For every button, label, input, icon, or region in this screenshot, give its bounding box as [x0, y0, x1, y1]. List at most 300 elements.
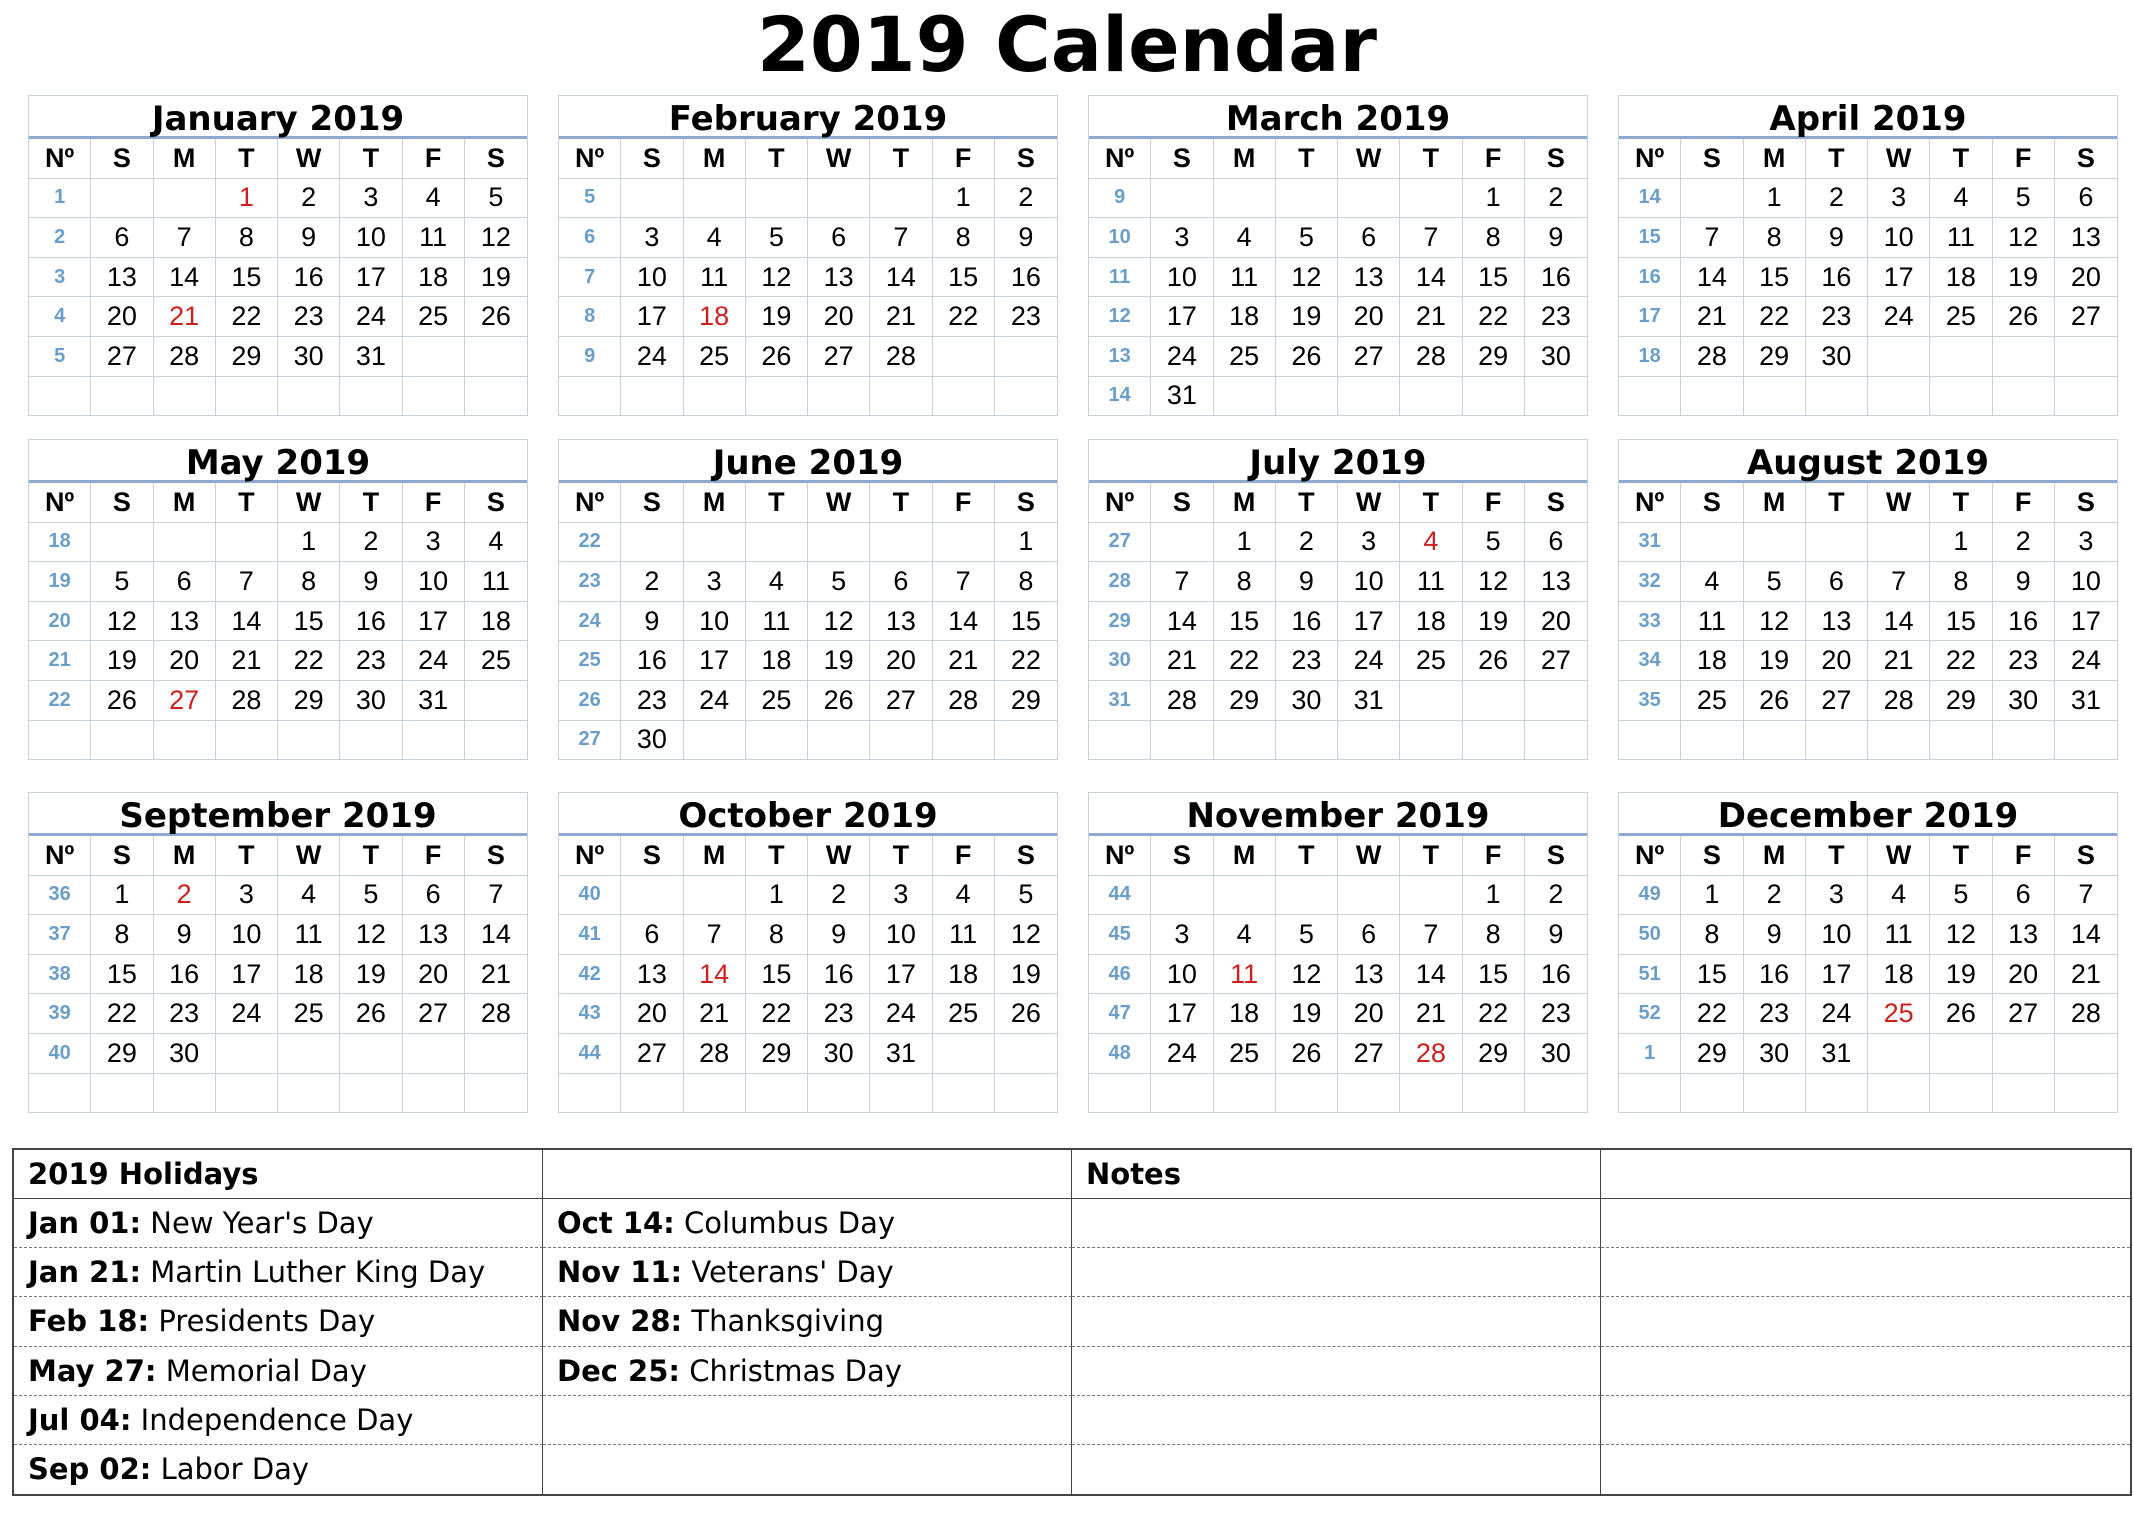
week-number: 8 [559, 297, 621, 337]
day-cell: 14 [1400, 955, 1462, 995]
day-cell: 17 [1868, 258, 1930, 298]
week-number-header: Nº [29, 139, 91, 179]
weekday-header: T [216, 139, 278, 179]
day-cell: 19 [1930, 955, 1992, 995]
day-cell: 30 [340, 681, 402, 721]
weekday-header: W [1338, 836, 1400, 876]
day-cell: 15 [1463, 258, 1525, 298]
day-cell: 13 [403, 915, 465, 955]
empty-day-cell [1681, 721, 1743, 761]
day-cell: 10 [216, 915, 278, 955]
empty-day-cell [465, 337, 527, 377]
day-cell: 23 [278, 297, 340, 337]
day-cell: 5 [1930, 876, 1992, 916]
day-cell: 4 [465, 523, 527, 563]
holiday-name: Presidents Day [149, 1304, 376, 1339]
holiday-day-cell: 25 [1868, 994, 1930, 1034]
empty-day-cell [870, 721, 932, 761]
week-number: 32 [1619, 562, 1681, 602]
week-number [1619, 377, 1681, 417]
day-cell: 8 [1930, 562, 1992, 602]
day-cell: 22 [746, 994, 808, 1034]
month-title: October 2019 [559, 793, 1057, 836]
day-cell: 3 [870, 876, 932, 916]
day-cell: 13 [1338, 955, 1400, 995]
empty-day-cell [1806, 523, 1868, 563]
week-number: 11 [1089, 258, 1151, 298]
empty-day-cell [403, 337, 465, 377]
day-cell: 7 [2055, 876, 2117, 916]
day-cell: 31 [403, 681, 465, 721]
day-cell: 20 [2055, 258, 2117, 298]
day-cell: 3 [684, 562, 746, 602]
holiday-name: Martin Luther King Day [141, 1255, 486, 1290]
weekday-header: W [1868, 836, 1930, 876]
week-number: 44 [1089, 876, 1151, 916]
weekday-header: W [808, 483, 870, 523]
day-cell: 17 [1806, 955, 1868, 995]
week-number-header: Nº [1619, 483, 1681, 523]
day-cell: 5 [91, 562, 153, 602]
day-cell: 2 [340, 523, 402, 563]
month-block [1618, 95, 2118, 416]
empty-day-cell [1338, 179, 1400, 219]
holiday-entry [543, 1297, 1072, 1346]
day-cell: 1 [91, 876, 153, 916]
day-cell: 4 [1214, 218, 1276, 258]
day-cell: 28 [684, 1034, 746, 1074]
day-cell: 23 [995, 297, 1057, 337]
weekday-header: F [1993, 483, 2055, 523]
day-cell: 15 [933, 258, 995, 298]
week-number: 18 [1619, 337, 1681, 377]
week-number: 44 [559, 1034, 621, 1074]
day-cell: 19 [340, 955, 402, 995]
holiday-date: Jan 21: [28, 1255, 142, 1290]
day-cell: 9 [154, 915, 216, 955]
day-cell: 4 [403, 179, 465, 219]
week-number: 9 [559, 337, 621, 377]
day-cell: 9 [278, 218, 340, 258]
empty-day-cell [1744, 523, 1806, 563]
day-cell: 27 [621, 1034, 683, 1074]
day-cell: 2 [621, 562, 683, 602]
day-cell: 22 [91, 994, 153, 1034]
month-title: August 2019 [1619, 440, 2117, 483]
day-cell: 12 [746, 258, 808, 298]
empty-day-cell [154, 377, 216, 417]
empty-day-cell [1525, 681, 1587, 721]
week-number: 30 [1089, 641, 1151, 681]
weekday-header: T [216, 836, 278, 876]
weekday-header: M [1214, 836, 1276, 876]
empty-day-cell [403, 377, 465, 417]
day-cell: 13 [1993, 915, 2055, 955]
weekday-header: F [1993, 836, 2055, 876]
empty-day-cell [1993, 1034, 2055, 1074]
week-number [1089, 1074, 1151, 1114]
day-cell: 13 [2055, 218, 2117, 258]
day-cell: 8 [1744, 218, 1806, 258]
day-cell: 13 [1806, 602, 1868, 642]
weekday-header: F [403, 836, 465, 876]
table-cell [543, 1445, 1072, 1494]
day-cell: 23 [154, 994, 216, 1034]
day-cell: 18 [1868, 955, 1930, 995]
empty-day-cell [216, 1074, 278, 1114]
day-cell: 30 [1806, 337, 1868, 377]
empty-day-cell [278, 377, 340, 417]
week-number: 46 [1089, 955, 1151, 995]
day-cell: 7 [870, 218, 932, 258]
notes-heading: Notes [1072, 1150, 1601, 1199]
empty-day-cell [1214, 179, 1276, 219]
weekday-header: F [933, 139, 995, 179]
day-cell: 17 [684, 641, 746, 681]
day-cell: 27 [870, 681, 932, 721]
empty-day-cell [1463, 1074, 1525, 1114]
day-cell: 4 [1930, 179, 1992, 219]
holiday-day-cell: 1 [216, 179, 278, 219]
day-cell: 25 [1681, 681, 1743, 721]
empty-day-cell [870, 1074, 932, 1114]
empty-day-cell [1868, 1074, 1930, 1114]
notes-cell [1601, 1347, 2130, 1396]
day-cell: 21 [1400, 994, 1462, 1034]
day-cell: 12 [465, 218, 527, 258]
day-cell: 22 [995, 641, 1057, 681]
day-cell: 28 [933, 681, 995, 721]
empty-day-cell [403, 1074, 465, 1114]
day-cell: 3 [216, 876, 278, 916]
week-number: 52 [1619, 994, 1681, 1034]
day-cell: 27 [2055, 297, 2117, 337]
day-cell: 29 [91, 1034, 153, 1074]
empty-day-cell [1214, 721, 1276, 761]
month-title: June 2019 [559, 440, 1057, 483]
empty-day-cell [1151, 721, 1213, 761]
day-cell: 29 [1214, 681, 1276, 721]
week-number [1089, 721, 1151, 761]
day-cell: 18 [746, 641, 808, 681]
day-cell: 3 [1338, 523, 1400, 563]
weekday-header: S [91, 483, 153, 523]
empty-day-cell [1806, 377, 1868, 417]
month-block [28, 95, 528, 416]
empty-day-cell [933, 1074, 995, 1114]
empty-day-cell [1463, 721, 1525, 761]
weekday-header: T [340, 483, 402, 523]
day-cell: 9 [621, 602, 683, 642]
holiday-entry [14, 1347, 543, 1396]
holiday-day-cell: 27 [154, 681, 216, 721]
week-number: 48 [1089, 1034, 1151, 1074]
day-cell: 26 [746, 337, 808, 377]
table-cell [543, 1150, 1072, 1199]
month-block [28, 792, 528, 1113]
empty-day-cell [870, 523, 932, 563]
empty-day-cell [1400, 681, 1462, 721]
day-cell: 6 [403, 876, 465, 916]
holiday-name: Veterans' Day [682, 1255, 894, 1290]
empty-day-cell [1868, 377, 1930, 417]
day-cell: 17 [621, 297, 683, 337]
empty-day-cell [1400, 377, 1462, 417]
day-cell: 11 [1400, 562, 1462, 602]
day-cell: 30 [1525, 337, 1587, 377]
empty-day-cell [1400, 721, 1462, 761]
notes-cell [1072, 1248, 1601, 1297]
day-cell: 28 [216, 681, 278, 721]
empty-day-cell [1463, 681, 1525, 721]
day-cell: 12 [91, 602, 153, 642]
empty-day-cell [2055, 337, 2117, 377]
day-cell: 25 [684, 337, 746, 377]
week-number: 1 [1619, 1034, 1681, 1074]
week-number: 50 [1619, 915, 1681, 955]
day-cell: 25 [403, 297, 465, 337]
day-cell: 25 [933, 994, 995, 1034]
week-number: 49 [1619, 876, 1681, 916]
week-number: 14 [1089, 377, 1151, 417]
notes-cell [1072, 1347, 1601, 1396]
day-cell: 7 [216, 562, 278, 602]
weekday-header: S [2055, 139, 2117, 179]
day-cell: 8 [933, 218, 995, 258]
weekday-header: S [995, 483, 1057, 523]
empty-day-cell [1930, 1034, 1992, 1074]
weekday-header: S [1681, 836, 1743, 876]
week-number: 4 [29, 297, 91, 337]
weekday-header: T [340, 836, 402, 876]
day-cell: 11 [684, 258, 746, 298]
day-cell: 18 [1214, 994, 1276, 1034]
day-cell: 16 [1525, 955, 1587, 995]
day-cell: 14 [1681, 258, 1743, 298]
day-cell: 4 [684, 218, 746, 258]
empty-day-cell [278, 1034, 340, 1074]
day-cell: 12 [1930, 915, 1992, 955]
week-number: 14 [1619, 179, 1681, 219]
month-day-grid [29, 483, 527, 760]
holiday-day-cell: 21 [154, 297, 216, 337]
empty-day-cell [278, 1074, 340, 1114]
empty-day-cell [1930, 1074, 1992, 1114]
day-cell: 11 [1681, 602, 1743, 642]
day-cell: 16 [278, 258, 340, 298]
day-cell: 22 [1744, 297, 1806, 337]
weekday-header: M [684, 139, 746, 179]
day-cell: 15 [91, 955, 153, 995]
day-cell: 26 [808, 681, 870, 721]
day-cell: 13 [870, 602, 932, 642]
day-cell: 3 [1806, 876, 1868, 916]
day-cell: 21 [2055, 955, 2117, 995]
holiday-name: Independence Day [131, 1402, 414, 1437]
empty-day-cell [933, 523, 995, 563]
empty-day-cell [1744, 721, 1806, 761]
weekday-header: T [1400, 836, 1462, 876]
weekday-header: S [2055, 836, 2117, 876]
day-cell: 31 [340, 337, 402, 377]
month-title: April 2019 [1619, 96, 2117, 139]
day-cell: 25 [1214, 1034, 1276, 1074]
empty-day-cell [808, 523, 870, 563]
day-cell: 2 [278, 179, 340, 219]
day-cell: 8 [1463, 218, 1525, 258]
empty-day-cell [1151, 523, 1213, 563]
day-cell: 11 [1214, 258, 1276, 298]
day-cell: 1 [995, 523, 1057, 563]
week-number: 18 [29, 523, 91, 563]
weekday-header: F [1463, 836, 1525, 876]
day-cell: 17 [216, 955, 278, 995]
day-cell: 17 [1151, 994, 1213, 1034]
empty-day-cell [1400, 179, 1462, 219]
day-cell: 26 [1276, 337, 1338, 377]
empty-day-cell [995, 377, 1057, 417]
weekday-header: S [2055, 483, 2117, 523]
empty-day-cell [808, 721, 870, 761]
weekday-header: T [1400, 483, 1462, 523]
day-cell: 17 [2055, 602, 2117, 642]
week-number: 22 [29, 681, 91, 721]
day-cell: 29 [746, 1034, 808, 1074]
empty-day-cell [216, 523, 278, 563]
week-number [559, 1074, 621, 1114]
weekday-header: S [1681, 483, 1743, 523]
week-number: 47 [1089, 994, 1151, 1034]
week-number-header: Nº [1089, 139, 1151, 179]
weekday-header: M [1744, 139, 1806, 179]
weekday-header: S [91, 139, 153, 179]
empty-day-cell [1151, 179, 1213, 219]
empty-day-cell [1868, 1034, 1930, 1074]
day-cell: 17 [870, 955, 932, 995]
weekday-header: T [1806, 836, 1868, 876]
day-cell: 20 [870, 641, 932, 681]
weekday-header: S [621, 836, 683, 876]
day-cell: 5 [1993, 179, 2055, 219]
empty-day-cell [1930, 377, 1992, 417]
weekday-header: T [746, 836, 808, 876]
month-day-grid [29, 836, 527, 1113]
empty-day-cell [403, 721, 465, 761]
empty-day-cell [1276, 377, 1338, 417]
empty-day-cell [2055, 377, 2117, 417]
day-cell: 9 [1525, 915, 1587, 955]
weekday-header: T [1930, 139, 1992, 179]
day-cell: 3 [2055, 523, 2117, 563]
week-number: 40 [559, 876, 621, 916]
day-cell: 3 [403, 523, 465, 563]
day-cell: 19 [808, 641, 870, 681]
weekday-header: S [621, 139, 683, 179]
week-number: 2 [29, 218, 91, 258]
month-title: September 2019 [29, 793, 527, 836]
day-cell: 7 [1151, 562, 1213, 602]
weekday-header: W [278, 483, 340, 523]
day-cell: 9 [1525, 218, 1587, 258]
day-cell: 15 [995, 602, 1057, 642]
day-cell: 26 [1930, 994, 1992, 1034]
day-cell: 19 [995, 955, 1057, 995]
empty-day-cell [465, 1034, 527, 1074]
day-cell: 18 [465, 602, 527, 642]
day-cell: 27 [403, 994, 465, 1034]
day-cell: 13 [91, 258, 153, 298]
empty-day-cell [154, 1074, 216, 1114]
week-number: 17 [1619, 297, 1681, 337]
empty-day-cell [1744, 1074, 1806, 1114]
day-cell: 24 [1151, 1034, 1213, 1074]
day-cell: 12 [1276, 955, 1338, 995]
week-number: 15 [1619, 218, 1681, 258]
day-cell: 28 [1681, 337, 1743, 377]
day-cell: 22 [1930, 641, 1992, 681]
day-cell: 31 [1338, 681, 1400, 721]
day-cell: 25 [465, 641, 527, 681]
empty-day-cell [808, 377, 870, 417]
weekday-header: S [1525, 836, 1587, 876]
holiday-name: Memorial Day [156, 1353, 367, 1388]
day-cell: 10 [403, 562, 465, 602]
day-cell: 27 [1338, 337, 1400, 377]
empty-day-cell [995, 337, 1057, 377]
week-number: 27 [559, 721, 621, 761]
empty-day-cell [91, 377, 153, 417]
empty-day-cell [1276, 721, 1338, 761]
day-cell: 30 [1276, 681, 1338, 721]
weekday-header: T [870, 139, 932, 179]
day-cell: 21 [1681, 297, 1743, 337]
day-cell: 21 [933, 641, 995, 681]
weekday-header: S [995, 836, 1057, 876]
day-cell: 27 [808, 337, 870, 377]
empty-day-cell [340, 721, 402, 761]
day-cell: 2 [995, 179, 1057, 219]
day-cell: 19 [1744, 641, 1806, 681]
week-number: 9 [1089, 179, 1151, 219]
day-cell: 17 [1151, 297, 1213, 337]
day-cell: 9 [1806, 218, 1868, 258]
day-cell: 7 [1400, 218, 1462, 258]
empty-day-cell [1400, 876, 1462, 916]
day-cell: 11 [403, 218, 465, 258]
weekday-header: M [154, 836, 216, 876]
day-cell: 16 [1525, 258, 1587, 298]
day-cell: 29 [995, 681, 1057, 721]
month-day-grid [29, 139, 527, 416]
week-number: 6 [559, 218, 621, 258]
weekday-header: T [216, 483, 278, 523]
day-cell: 16 [808, 955, 870, 995]
weekday-header: M [1744, 836, 1806, 876]
day-cell: 1 [1463, 179, 1525, 219]
day-cell: 6 [1525, 523, 1587, 563]
day-cell: 13 [154, 602, 216, 642]
month-day-grid [559, 483, 1057, 760]
holiday-date: Sep 02: [28, 1452, 152, 1487]
weekday-header: T [1930, 836, 1992, 876]
empty-day-cell [684, 523, 746, 563]
empty-day-cell [1525, 377, 1587, 417]
day-cell: 5 [808, 562, 870, 602]
empty-day-cell [465, 1074, 527, 1114]
day-cell: 8 [746, 915, 808, 955]
day-cell: 5 [1276, 915, 1338, 955]
week-number-header: Nº [29, 483, 91, 523]
